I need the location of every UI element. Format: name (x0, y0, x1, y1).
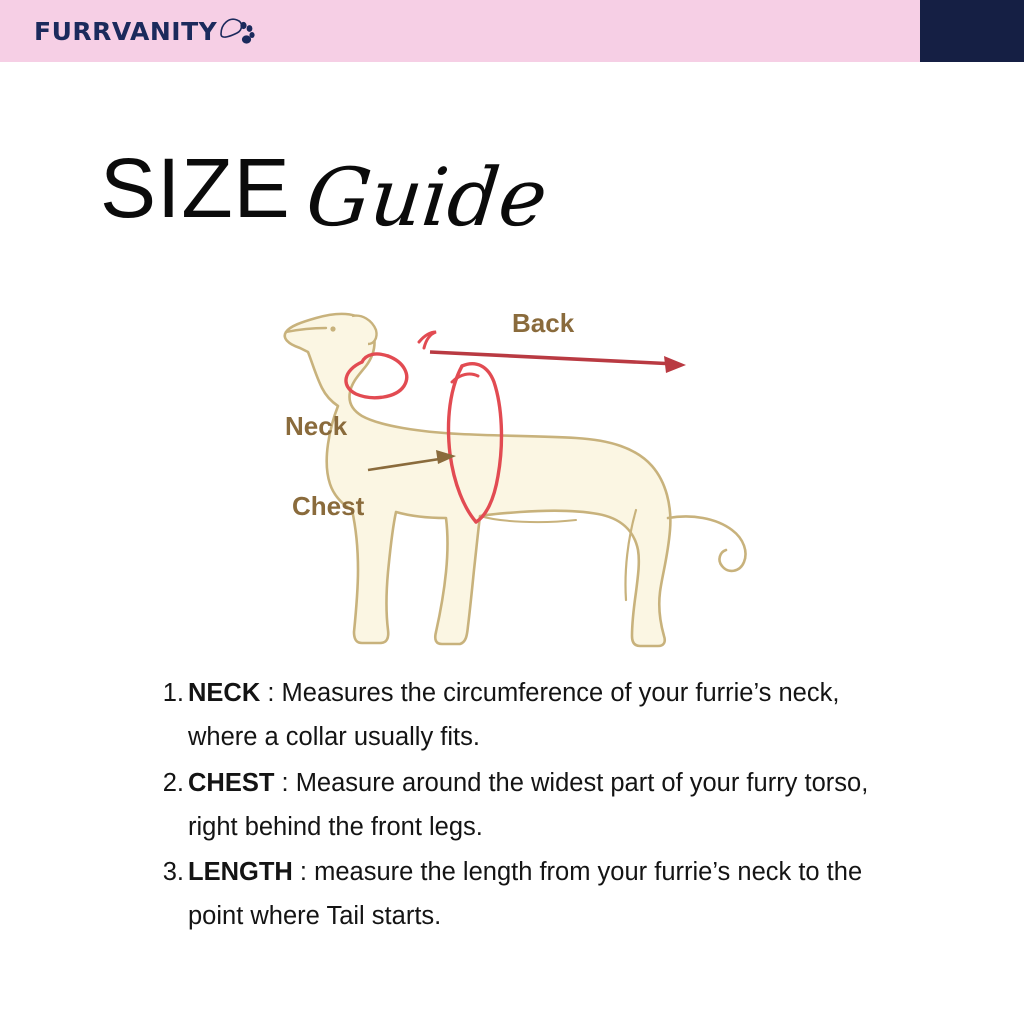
list-item-number: 2. (162, 768, 184, 797)
list-item-term: CHEST (188, 768, 275, 797)
list-item-text: : Measure around the widest part of your furry torso, right behind the front legs. (188, 768, 869, 841)
dog-belly-line (480, 516, 576, 522)
title-guide-word: Guide (302, 151, 552, 244)
list-item-body (188, 851, 910, 939)
dog-measurement-diagram (0, 270, 1024, 670)
label-chest: Chest (292, 491, 365, 521)
list-item-number: 1. (162, 679, 184, 707)
label-back: Back (512, 308, 575, 338)
list-item (150, 762, 910, 850)
list-item-text: : measure the length from your furrie’s neck to the point where Tail starts. (188, 858, 863, 931)
list-item-text: : Measures the circumference of your furrie’s neck, where a collar usually fits. (188, 679, 840, 751)
list-item (150, 851, 910, 939)
measurement-instructions-list (150, 672, 910, 941)
list-item-number: 3. (162, 858, 184, 887)
header-navy-band (920, 0, 1024, 62)
dog-tail (668, 517, 746, 571)
paw-print-icon (219, 14, 255, 48)
list-item (150, 672, 910, 760)
brand-name: FURRVANITY (34, 16, 218, 46)
list-item-body (188, 672, 910, 760)
brand-logo[interactable] (34, 14, 255, 48)
list-item-term: LENGTH (188, 858, 293, 887)
page-title (100, 140, 800, 260)
list-item-term: NECK (188, 679, 261, 707)
title-size-word: SIZE (100, 141, 291, 235)
label-neck: Neck (285, 411, 348, 441)
list-item-body (188, 762, 910, 850)
dog-eye (330, 326, 335, 331)
page-header (0, 0, 1024, 62)
